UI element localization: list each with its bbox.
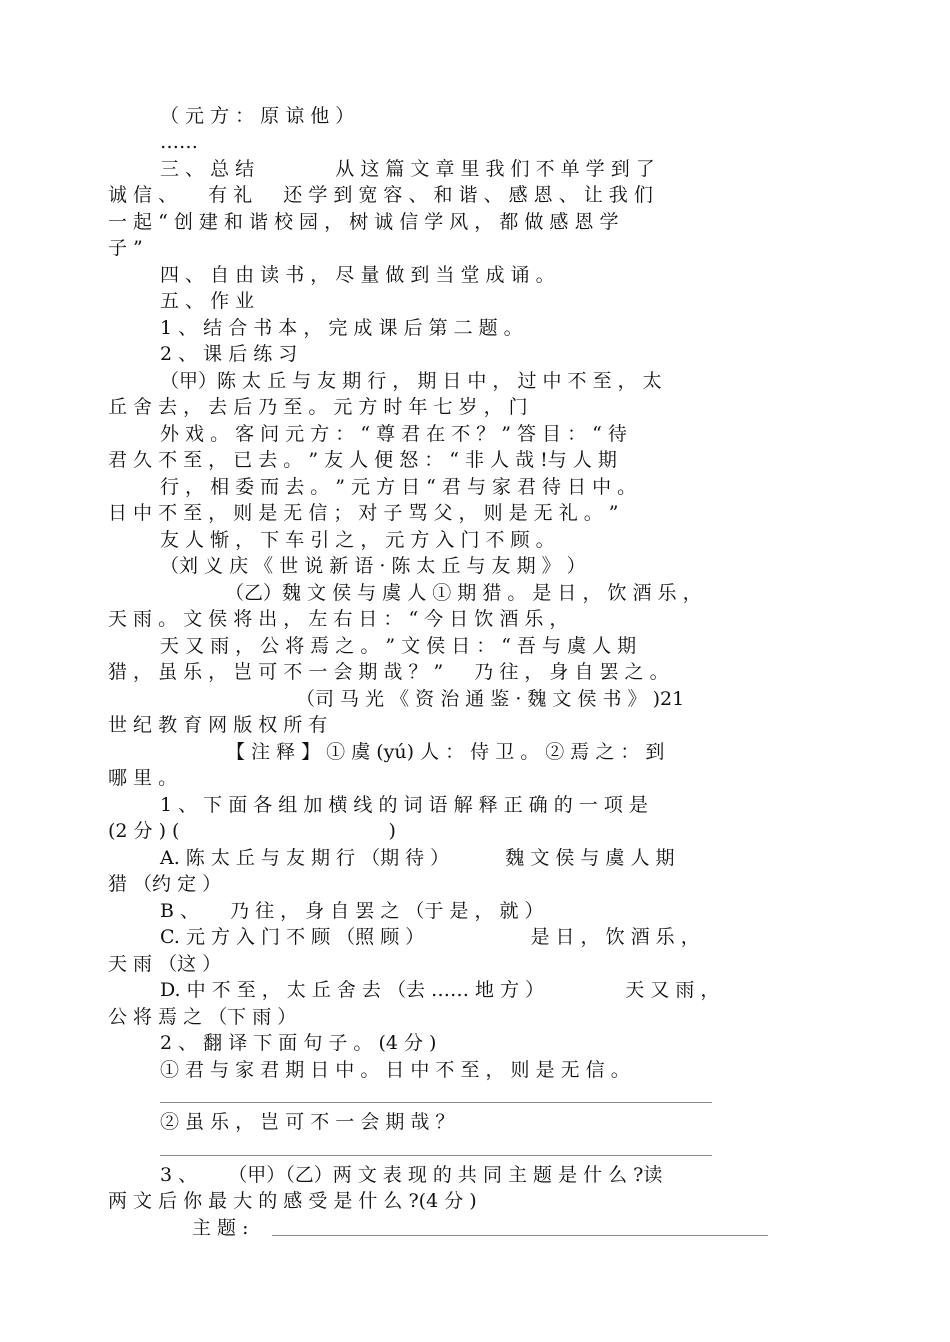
text-line: 君 久 不 至 ， 已 去 。 ” 友 人 便 怒 ： “ 非 人 哉 !与 人 期 <box>108 449 617 471</box>
text-line: ② 虽 乐 ， 岂 可 不 一 会 期 哉 ？ <box>160 1111 455 1133</box>
text-line: 外 戏 。 客 问 元 方 ： “ 尊 君 在 不 ？ ” 答 目 ： “ 待 <box>160 423 627 445</box>
text-line: 公 将 焉 之 （下 雨 ） <box>108 1006 297 1028</box>
text-line: 2 、 课 后 练 习 <box>160 343 298 365</box>
text-line: B 、 乃 往 ， 身 自 罢 之 （于 是 ， 就 ） <box>160 900 544 922</box>
text-line: 一 起 “ 创 建 和 谐 校 园 ， 树 诚 信 学 风 ， 都 做 感 恩 学 <box>108 211 619 233</box>
text-line: 日 中 不 至 ， 则 是 无 信 ； 对 子 骂 父 ， 则 是 无 礼 。 ” <box>108 502 619 524</box>
text-line: （司 马 光 《 资 治 通 鉴 · 魏 文 侯 书 》 )21 <box>296 688 685 710</box>
text-line: 天 又 雨 ， 公 将 焉 之 。 ” 文 侯 日 ： “ 吾 与 虞 人 期 <box>160 635 637 657</box>
text-line: 行 ， 相 委 而 去 。 ” 元 方 日 “ 君 与 家 君 待 日 中 。 <box>160 476 637 498</box>
text-line: 1 、 结 合 书 本 ， 完 成 课 后 第 二 题 。 <box>160 317 523 339</box>
text-line: 天 雨 。 文 侯 将 出 ， 左 右 日 ： “ 今 日 饮 酒 乐 ， <box>108 608 569 630</box>
text-line: 1 、 下 面 各 组 加 横 线 的 词 语 解 释 正 确 的 一 项 是 <box>160 794 648 816</box>
text-line: （ 元 方 ： 原 谅 他 ） <box>160 105 355 127</box>
text-line: 子 ” <box>108 237 143 259</box>
text-line: (2 分 ) ( ) <box>108 820 396 842</box>
theme-answer-line[interactable] <box>272 1235 768 1236</box>
text-line: 三 、 总 结 从 这 篇 文 章 里 我 们 不 单 学 到 了 <box>160 158 655 180</box>
text-line: 哪 里 。 <box>108 767 178 789</box>
text-line: （乙）魏 文 侯 与 虞 人 ① 期 猎 。 是 日 ， 饮 酒 乐 ， <box>225 582 702 604</box>
text-line: 世 纪 教 育 网 版 权 所 有 <box>108 714 328 736</box>
text-line: 天 雨 （这 ） <box>108 953 222 975</box>
text-line: A. 陈 太 丘 与 友 期 行 （期 待 ） 魏 文 侯 与 虞 人 期 <box>160 847 675 869</box>
text-line: 四 、 自 由 读 书 ， 尽 量 做 到 当 堂 成 诵 。 <box>160 264 555 286</box>
text-line: 【 注 释 】 ① 虞 (yú) 人 ： 侍 卫 。 ② 焉 之 ： 到 <box>226 741 665 763</box>
text-line: （甲）陈 太 丘 与 友 期 行 ， 期 日 中 ， 过 中 不 至 ， 太 <box>160 370 662 392</box>
text-line: 友 人 惭 ， 下 车 引 之 ， 元 方 入 门 不 顾 。 <box>160 529 555 551</box>
text-line: ① 君 与 家 君 期 日 中 。 日 中 不 至 ， 则 是 无 信 。 <box>160 1059 630 1081</box>
text-line: 诚 信 、 有 礼 还 学 到 宽 容 、 和 谐 、 感 恩 、 让 我 们 <box>108 184 653 206</box>
theme-label: 主 题 : <box>192 1217 249 1239</box>
text-line: 两 文 后 你 最 大 的 感 受 是 什 么 ?(4 分 ) <box>108 1190 477 1212</box>
text-line: 猎 ， 虽 乐 ， 岂 可 不 一 会 期 哉 ？ ” 乃 往 ， 身 自 罢 之 。 <box>108 661 669 683</box>
text-line: …… <box>160 131 198 153</box>
text-line: D. 中 不 至 ， 太 丘 舍 去 （去 …… 地 方 ） 天 又 雨 ， <box>160 979 720 1001</box>
text-line: 3 、 （甲）（乙）两 文 表 现 的 共 同 主 题 是 什 么 ?读 <box>160 1164 663 1186</box>
text-line: 丘 舍 去 ， 去 后 乃 至 。 元 方 时 年 七 岁 ， 门 <box>108 396 528 418</box>
text-line: C. 元 方 入 门 不 顾 （照 顾 ） 是 日 ， 饮 酒 乐 ， <box>160 926 700 948</box>
text-line: 五 、 作 业 <box>160 290 255 312</box>
answer-line[interactable] <box>160 1155 712 1156</box>
text-line: （刘 义 庆 《 世 说 新 语 · 陈 太 丘 与 友 期 》 ） <box>160 555 586 577</box>
answer-line[interactable] <box>160 1102 712 1103</box>
text-line: 猎 （约 定 ） <box>108 873 222 895</box>
text-line: 2 、 翻 译 下 面 句 子 。 (4 分 ) <box>160 1032 437 1054</box>
